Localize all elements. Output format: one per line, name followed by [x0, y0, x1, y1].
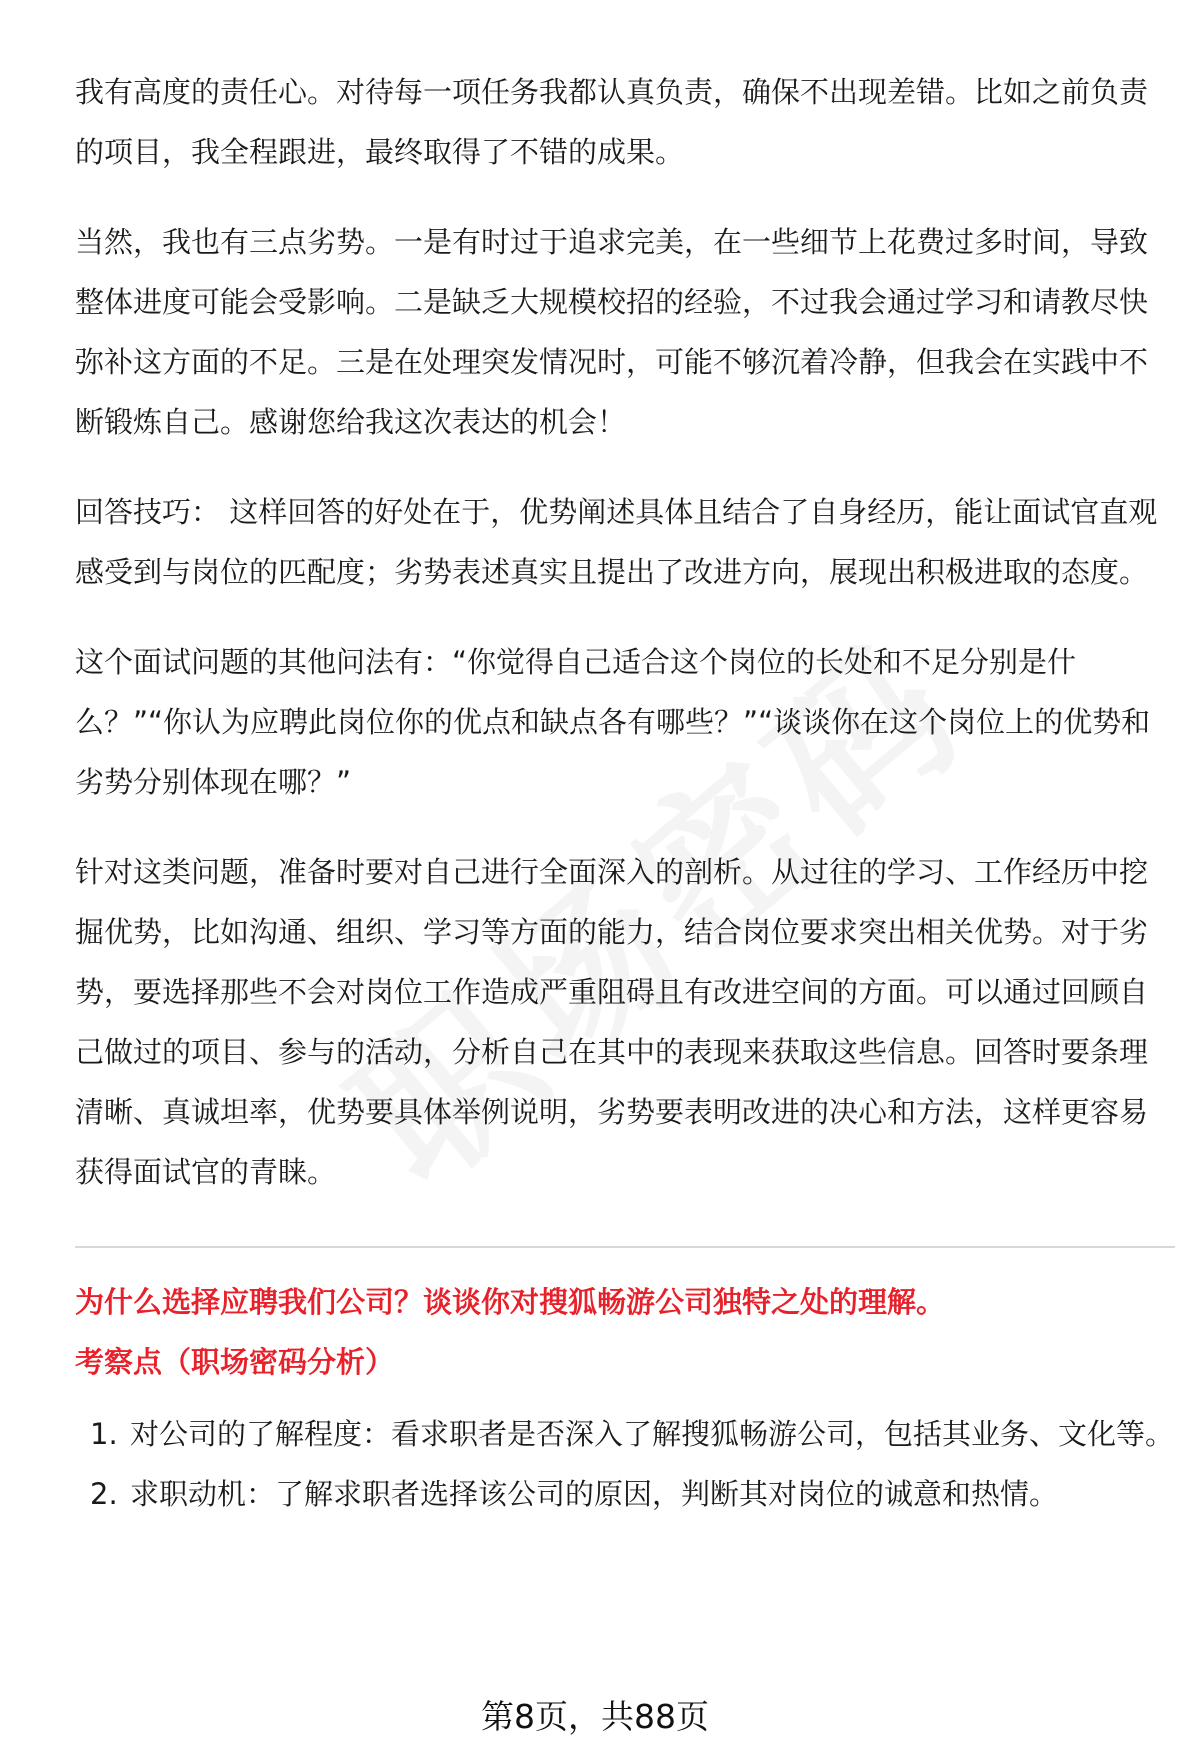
- assessment-points-list: [75, 1404, 1175, 1524]
- list-item-number: 2.: [90, 1477, 118, 1511]
- list-item-text: 求职动机：了解求职者选择该公司的原因，判断其对岗位的诚意和热情。: [130, 1477, 1059, 1511]
- question-title: 为什么选择应聘我们公司？谈谈你对搜狐畅游公司独特之处的理解。: [75, 1285, 946, 1319]
- list-item-text: 对公司的了解程度：看求职者是否深入了解搜狐畅游公司，包括其业务、文化等。: [130, 1417, 1175, 1451]
- paragraph-responsibility: 我有高度的责任心。对待每一项任务我都认真负责，确保不出现差错。比如之前负责的项目，我全程跟进，最终取得了不错的成果。: [75, 75, 1149, 169]
- paragraph-weaknesses: 当然，我也有三点劣势。一是有时过于追求完美，在一些细节上花费过多时间，导致整体进度可能会受影响。二是缺乏大规模校招的经验，不过我会通过学习和请教尽快弥补这方面的不足。三是在处理突发情况时，可能不够沉着冷静，但我会在实践中不断锻炼自己。感谢您给我这次表达的机会！: [75, 225, 1149, 439]
- list-item-number: 1.: [90, 1417, 118, 1451]
- page-footer: 第8页，共88页: [481, 1697, 709, 1736]
- paragraph-preparation-advice: 针对这类问题，准备时要对自己进行全面深入的剖析。从过往的学习、工作经历中挖掘优势，比如沟通、组织、学习等方面的能力，结合岗位要求突出相关优势。对于劣势，要选择那些不会对岗位工作造成严重阻碍且有改进空间的方面。可以通过回顾自己做过的项目、参与的活动，分析自己在其中的表现来获取这些信息。回答时要条理清晰、真诚坦率，优势要具体举例说明，劣势要表明改进的决心和方法，这样更容易获得面试官的青睐。: [75, 855, 1149, 1189]
- document-body: [75, 62, 1175, 1524]
- question-subtitle: 考察点（职场密码分析）: [75, 1345, 395, 1379]
- list-item: [75, 1464, 1175, 1524]
- paragraph-alternative-questions: 这个面试问题的其他问法有：“你觉得自己适合这个岗位的长处和不足分别是什么？”“你认为应聘此岗位你的优点和缺点各有哪些？”“谈谈你在这个岗位上的优势和劣势分别体现在哪？”: [75, 645, 1151, 799]
- paragraph-answer-tips: 回答技巧： 这样回答的好处在于，优势阐述具体且结合了自身经历，能让面试官直观感受到与岗位的匹配度；劣势表述真实且提出了改进方向，展现出积极进取的态度。: [75, 495, 1158, 589]
- list-item: [75, 1404, 1175, 1464]
- section-divider: [75, 1246, 1175, 1248]
